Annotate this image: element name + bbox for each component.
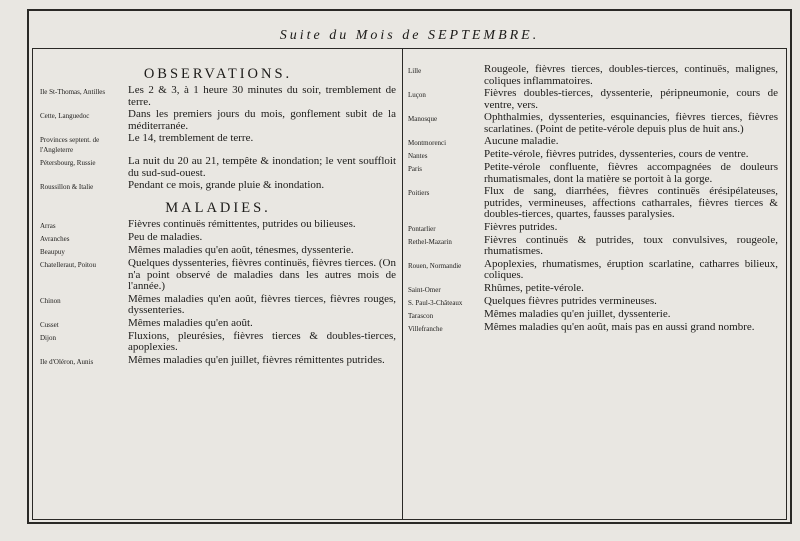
place-name: Avranches [40, 235, 70, 243]
place-name: Beaupuy [40, 248, 65, 256]
entry-text: Flux de sang, diarrhées, fièvres continuës érésipélateuses, putrides, vermineuses, affections catharrales, fièvres tierces & doubles-tierces, quartes, fausses paralysies. [484, 185, 778, 220]
entry-text: Mêmes maladies qu'en juillet, fièvres rémittentes putrides. [128, 353, 385, 366]
place-name: Ile d'Oléron, Aunis [40, 357, 94, 366]
place-name: Montmorenci [408, 139, 447, 147]
table-row [40, 85, 396, 108]
place-name: Paris [408, 165, 422, 173]
table-row [40, 133, 396, 155]
table-row [40, 219, 396, 231]
table-row [408, 235, 778, 258]
table-row [40, 355, 396, 367]
left-column [40, 54, 396, 368]
entry-text: Petite-vérole confluente, fièvres accompagnées de douleurs rhumatismales, dont la matière se portoit à la gorge. [484, 161, 778, 185]
place-name: Pontarlier [408, 224, 436, 233]
table-row [408, 322, 778, 334]
place-name: Poitiers [408, 189, 430, 197]
table-row [40, 245, 396, 257]
entry-text: Rougeole, fièvres tierces, doubles-tierces, continuës, malignes, coliques inflammatoires. [484, 63, 778, 87]
table-row [408, 222, 778, 234]
entry-text: Peu de maladies. [128, 231, 203, 243]
table-row [408, 162, 778, 185]
table-row [40, 109, 396, 132]
entry-text: Fièvres continuës rémittentes, putrides ou bilieuses. [128, 218, 356, 230]
place-name: Chinon [40, 296, 61, 305]
entry-text: Le 14, tremblement de terre. [128, 132, 254, 144]
place-name: Provinces septent. de l'Angleterre [40, 136, 100, 154]
maladies-list-left [40, 219, 396, 367]
entry-text: Apoplexies, rhumatismes, éruption scarlatine, catharres bilieux, coliques. [484, 257, 778, 281]
place-name: Ile St-Thomas, Antilles [40, 88, 106, 96]
table-row [408, 309, 778, 321]
entry-text: Petite-vérole, fièvres putrides, dyssenteries, cours de ventre. [484, 148, 749, 160]
place-name: Rouen, Normandie [408, 261, 462, 270]
place-name: Luçon [408, 91, 426, 99]
place-name: Cusset [40, 320, 59, 329]
table-row [40, 318, 396, 330]
observations-list [40, 85, 396, 192]
place-name: Tarascon [408, 311, 434, 320]
entry-text: Quelques fièvres putrides vermineuses. [484, 294, 657, 307]
table-row [408, 149, 778, 161]
table-row [40, 331, 396, 354]
right-column [408, 64, 778, 335]
entry-text: Fièvres putrides. [484, 220, 558, 233]
place-name: Saint-Omer [408, 285, 441, 294]
entry-text: Pendant ce mois, grande pluie & inondation. [128, 179, 325, 191]
place-name: Cette, Languedoc [40, 112, 90, 120]
maladies-heading: MALADIES. [165, 200, 271, 216]
entry-text: Fièvres doubles-tierces, dyssenterie, péripneumonie, cours de ventre, vers. [484, 87, 778, 111]
entry-text: Ophthalmies, dyssenteries, esquinancies, fièvres tierces, fièvres scarlatines. (Point de petite-vérole depuis plus de huit ans.) [484, 111, 778, 135]
entry-text: Mêmes maladies qu'en juillet, dyssenterie. [484, 307, 671, 320]
entry-text: Fluxions, pleurésies, fièvres tierces & doubles-tierces, apoplexies. [128, 329, 396, 353]
entry-text: Dans les premiers jours du mois, gonflement subit de la méditerranée. [128, 108, 396, 132]
entry-text: Rhûmes, petite-vérole. [484, 281, 584, 294]
table-row [408, 296, 778, 308]
place-name: Arras [40, 222, 56, 230]
place-name: Dijon [40, 333, 56, 342]
place-name: S. Paul-3-Châteaux [408, 298, 463, 307]
table-row [408, 64, 778, 87]
place-name: Rethel-Mazarin [408, 237, 452, 246]
entry-text: Aucune maladie. [484, 135, 559, 147]
running-header: Suite du Mois de SEPTEMBRE. [279, 28, 540, 43]
entry-text: La nuit du 20 au 21, tempête & inondation; le vent souffloit du sud-sud-ouest. [128, 155, 396, 179]
table-row [40, 258, 396, 293]
place-name: Manosque [408, 115, 438, 123]
table-row [40, 156, 396, 179]
maladies-list-right [408, 64, 778, 334]
observations-heading: OBSERVATIONS. [143, 66, 293, 82]
place-name: Chatelleraut, Poitou [40, 261, 96, 269]
entry-text: Fièvres continuës & putrides, toux convulsives, rougeole, rhumatismes. [484, 233, 778, 257]
place-name: Nantes [408, 152, 428, 160]
entry-text: Mêmes maladies qu'en août, fièvres tierces, fièvres rouges, dyssenteries. [128, 292, 396, 316]
place-name: Lille [408, 67, 422, 75]
place-name: Roussillon & Italie [40, 183, 94, 191]
entry-text: Quelques dyssenteries, fièvres continuës, fièvres tierces. (On n'a point observé de maladies dans les autres mois de l'année.) [128, 257, 396, 292]
table-row [408, 112, 778, 135]
entry-text: Mêmes maladies qu'en août, mais pas en aussi grand nombre. [484, 320, 755, 333]
table-row [408, 136, 778, 148]
entry-text: Mêmes maladies qu'en août. [128, 316, 253, 329]
table-row [40, 232, 396, 244]
table-row [40, 294, 396, 317]
entry-text: Les 2 & 3, à 1 heure 30 minutes du soir, tremblement de terre. [128, 84, 396, 108]
table-row [40, 180, 396, 192]
table-row [408, 88, 778, 111]
place-name: Pétersbourg, Russie [40, 159, 96, 167]
table-row [408, 186, 778, 221]
place-name: Villefranche [408, 324, 443, 333]
table-row [408, 259, 778, 282]
entry-text: Mêmes maladies qu'en août, ténesmes, dyssenterie. [128, 244, 354, 256]
column-divider [402, 48, 403, 520]
table-row [408, 283, 778, 295]
